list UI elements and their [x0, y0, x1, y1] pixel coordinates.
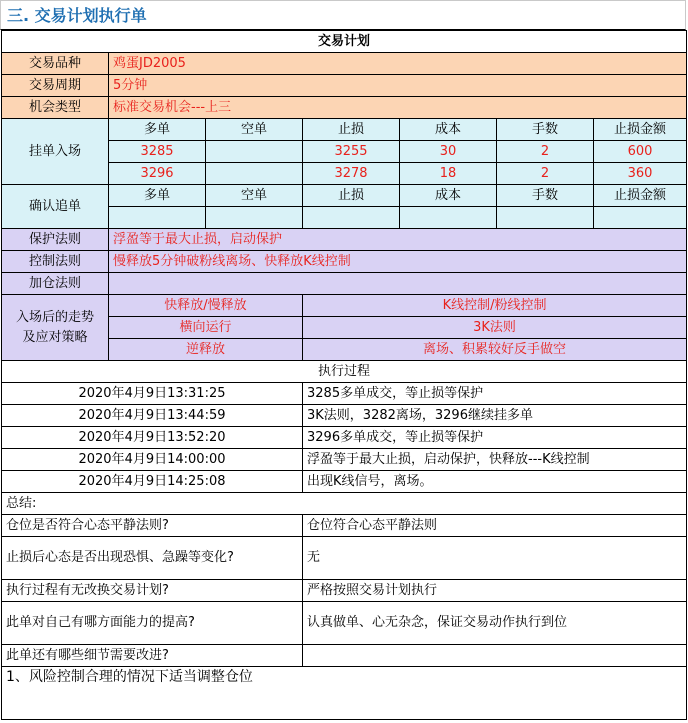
protect-value[interactable]: 浮盈等于最大止损，启动保护 — [109, 229, 687, 251]
confirm-header-row — [2, 185, 687, 207]
confirm-lots[interactable] — [497, 207, 594, 229]
control-value[interactable]: 慢释放5分钟破粉线离场、快释放K线控制 — [109, 251, 687, 273]
pending-cost[interactable]: 18 — [400, 163, 497, 185]
summary-row-3 — [2, 580, 687, 602]
col-cost: 成本 — [400, 185, 497, 207]
summary-answer[interactable]: 认真做单、心无杂念，保证交易动作执行到位 — [303, 602, 687, 645]
summary-note-row — [2, 667, 687, 720]
strategy-scenario[interactable]: 逆释放 — [109, 339, 303, 361]
process-action[interactable]: 浮盈等于最大止损，启动保护，快释放---K线控制 — [303, 449, 687, 471]
summary-row-1 — [2, 515, 687, 537]
process-time[interactable]: 2020年4月9日13:44:59 — [2, 405, 303, 427]
summary-question: 执行过程有无改换交易计划? — [2, 580, 303, 602]
summary-header-row — [2, 493, 687, 515]
strategy-response[interactable]: 离场、积累较好反手做空 — [303, 339, 687, 361]
confirm-stop[interactable] — [303, 207, 400, 229]
pending-stop[interactable]: 3255 — [303, 141, 400, 163]
process-row-3 — [2, 427, 687, 449]
process-action[interactable]: 3K法则，3282离场，3296继续挂多单 — [303, 405, 687, 427]
col-long: 多单 — [109, 185, 206, 207]
product-value[interactable]: 鸡蛋JD2005 — [109, 53, 687, 75]
protect-label: 保护法则 — [2, 229, 109, 251]
confirm-short[interactable] — [206, 207, 303, 229]
col-long: 多单 — [109, 119, 206, 141]
col-cost: 成本 — [400, 119, 497, 141]
summary-answer[interactable]: 无 — [303, 537, 687, 580]
summary-question: 此单对自己有哪方面能力的提高? — [2, 602, 303, 645]
summary-row-4 — [2, 602, 687, 645]
pending-header-row — [2, 119, 687, 141]
pending-stop[interactable]: 3278 — [303, 163, 400, 185]
add-label: 加仓法则 — [2, 273, 109, 295]
col-stop-amount: 止损金额 — [594, 119, 687, 141]
process-action[interactable]: 出现K线信号，离场。 — [303, 471, 687, 493]
opp-row — [2, 97, 687, 119]
col-stop-amount: 止损金额 — [594, 185, 687, 207]
process-action[interactable]: 3296多单成交，等止损等保护 — [303, 427, 687, 449]
control-row — [2, 251, 687, 273]
process-time[interactable]: 2020年4月9日14:25:08 — [2, 471, 303, 493]
summary-label: 总结: — [2, 493, 687, 515]
strategy-row-1 — [2, 295, 687, 317]
strategy-label-line1: 入场后的走势 — [15, 309, 94, 325]
process-time[interactable]: 2020年4月9日14:00:00 — [2, 449, 303, 471]
opportunity-value[interactable]: 标准交易机会---上三 — [109, 97, 687, 119]
summary-row-5 — [2, 645, 687, 667]
control-label: 控制法则 — [2, 251, 109, 273]
process-time[interactable]: 2020年4月9日13:52:20 — [2, 427, 303, 449]
period-label: 交易周期 — [2, 75, 109, 97]
summary-question: 仓位是否符合心态平静法则? — [2, 515, 303, 537]
process-row-2 — [2, 405, 687, 427]
strategy-scenario[interactable]: 快释放/慢释放 — [109, 295, 303, 317]
col-stop: 止损 — [303, 119, 400, 141]
summary-answer[interactable]: 仓位符合心态平静法则 — [303, 515, 687, 537]
summary-answer[interactable]: 严格按照交易计划执行 — [303, 580, 687, 602]
col-lots: 手数 — [497, 119, 594, 141]
product-label: 交易品种 — [2, 53, 109, 75]
pending-lots[interactable]: 2 — [497, 141, 594, 163]
plan-header: 交易计划 — [2, 31, 687, 53]
opportunity-label: 机会类型 — [2, 97, 109, 119]
add-value[interactable] — [109, 273, 687, 295]
col-short: 空单 — [206, 185, 303, 207]
pending-lots[interactable]: 2 — [497, 163, 594, 185]
pending-short[interactable] — [206, 163, 303, 185]
process-time[interactable]: 2020年4月9日13:31:25 — [2, 383, 303, 405]
col-lots: 手数 — [497, 185, 594, 207]
pending-cost[interactable]: 30 — [400, 141, 497, 163]
pending-stop-amount[interactable]: 360 — [594, 163, 687, 185]
process-row-5 — [2, 471, 687, 493]
strategy-scenario[interactable]: 横向运行 — [109, 317, 303, 339]
process-row-1 — [2, 383, 687, 405]
pending-stop-amount[interactable]: 600 — [594, 141, 687, 163]
summary-note[interactable]: 1、风险控制合理的情况下适当调整仓位 — [2, 667, 687, 720]
process-header-row — [2, 361, 687, 383]
product-row — [2, 53, 687, 75]
strategy-response[interactable]: K线控制/粉线控制 — [303, 295, 687, 317]
sheet-title: 三. 交易计划执行单 — [0, 0, 686, 30]
confirm-cost[interactable] — [400, 207, 497, 229]
confirm-label: 确认追单 — [2, 185, 109, 229]
period-row — [2, 75, 687, 97]
summary-question: 止损后心态是否出现恐惧、急躁等变化? — [2, 537, 303, 580]
pending-label: 挂单入场 — [2, 119, 109, 185]
strategy-label-line2: 及应对策略 — [22, 329, 88, 345]
strategy-response[interactable]: 3K法则 — [303, 317, 687, 339]
pending-long[interactable]: 3285 — [109, 141, 206, 163]
process-action[interactable]: 3285多单成交，等止损等保护 — [303, 383, 687, 405]
process-row-4 — [2, 449, 687, 471]
col-short: 空单 — [206, 119, 303, 141]
pending-long[interactable]: 3296 — [109, 163, 206, 185]
summary-answer[interactable] — [303, 645, 687, 667]
summary-question: 此单还有哪些细节需要改进? — [2, 645, 303, 667]
trade-plan-table — [1, 30, 687, 720]
confirm-stop-amount[interactable] — [594, 207, 687, 229]
summary-row-2 — [2, 537, 687, 580]
process-header: 执行过程 — [2, 361, 687, 383]
protect-row — [2, 229, 687, 251]
col-stop: 止损 — [303, 185, 400, 207]
pending-short[interactable] — [206, 141, 303, 163]
confirm-long[interactable] — [109, 207, 206, 229]
period-value[interactable]: 5分钟 — [109, 75, 687, 97]
plan-header-row — [2, 31, 687, 53]
strategy-label — [2, 295, 109, 361]
add-row — [2, 273, 687, 295]
